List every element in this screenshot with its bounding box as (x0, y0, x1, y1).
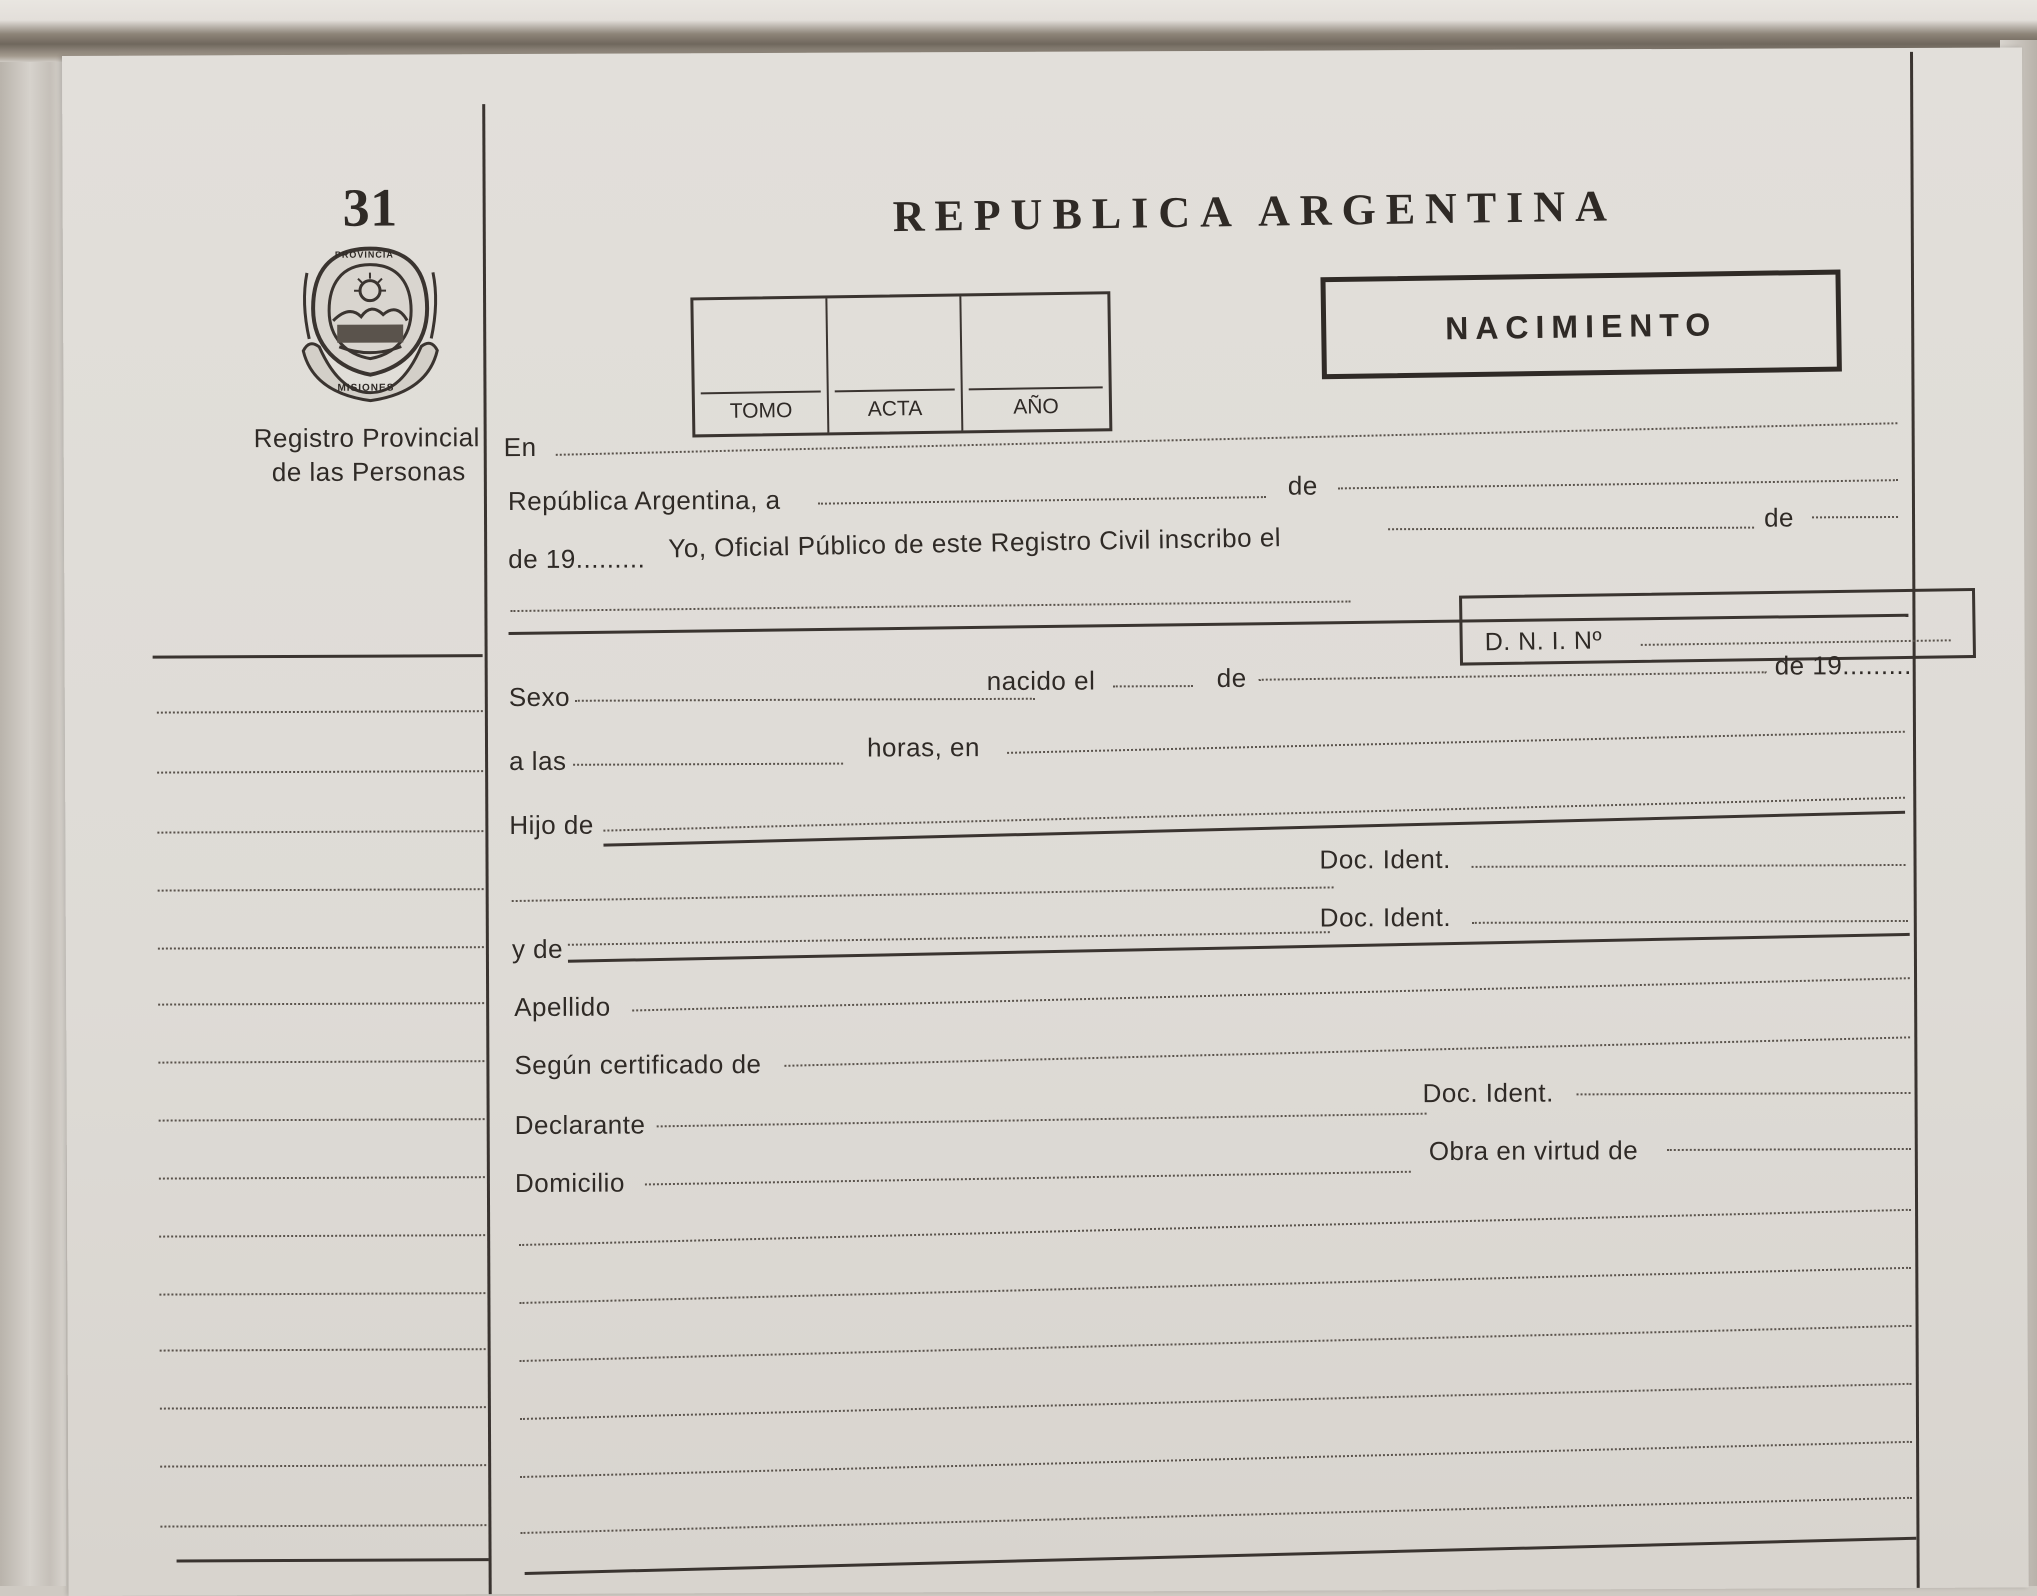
field-line-doc-ident-father (1472, 864, 1906, 868)
notes-line (520, 1325, 1912, 1362)
registry-name-line2: de las Personas (272, 456, 466, 488)
seal-bottom-text: MISIONES (337, 383, 394, 394)
field-label-hijo-de: Hijo de (509, 810, 594, 841)
margin-note-line (160, 1348, 486, 1351)
margin-divider-line (482, 104, 492, 1594)
notes-line (520, 1441, 1912, 1478)
margin-note-line (159, 1292, 485, 1295)
acta-cell (827, 296, 963, 432)
field-line-hour (573, 763, 843, 766)
field-label-horas-en: horas, en (867, 732, 980, 763)
father-underline (603, 811, 1905, 847)
mother-underline (568, 933, 1910, 963)
margin-note-line (158, 1002, 484, 1005)
tomo-cell (693, 298, 829, 434)
field-line-mother (568, 931, 1330, 946)
provincial-coat-of-arms-icon (299, 242, 442, 403)
field-line-inscribe-day (1388, 527, 1754, 531)
margin-note-line (159, 1176, 485, 1179)
field-label-doc-ident-father: Doc. Ident. (1319, 844, 1450, 876)
margin-note-line (158, 888, 484, 891)
margin-note-line (157, 710, 483, 713)
field-label-birth-year: de 19......... (1775, 650, 1912, 682)
field-label-apellido: Apellido (514, 992, 611, 1023)
margin-solid-line (177, 1558, 489, 1562)
record-type-box (1320, 270, 1841, 380)
field-label-nacido-el: nacido el (987, 665, 1096, 696)
record-type-label: NACIMIENTO (1326, 305, 1836, 350)
anio-label: AÑO (963, 394, 1109, 420)
margin-solid-line (153, 654, 483, 658)
field-label-sexo: Sexo (509, 682, 570, 713)
field-label-y-de: y de (512, 934, 563, 965)
margin-note-line (158, 946, 484, 949)
record-reference-box (690, 291, 1112, 437)
field-line-month (1338, 479, 1898, 489)
field-line-birth-day (1113, 685, 1193, 687)
margin-note-line (160, 1524, 486, 1527)
field-line-declarante (657, 1113, 1427, 1128)
dni-label: D. N. I. Nº (1485, 626, 1603, 657)
notes-line (519, 1209, 1911, 1246)
field-line-day (818, 496, 1266, 505)
margin-note-line (160, 1464, 486, 1467)
margin-note-line (157, 770, 483, 773)
field-label-domicilio: Domicilio (515, 1168, 625, 1199)
field-label-segun-certificado: Según certificado de (514, 1049, 761, 1081)
field-label-doc-ident-mother: Doc. Ident. (1320, 902, 1451, 934)
tomo-label: TOMO (695, 398, 827, 424)
field-label-de-inscribe: de (1764, 502, 1794, 533)
birth-certificate-form (62, 47, 2029, 1596)
field-label-de-month: de (1288, 471, 1318, 502)
field-line-sexo (575, 698, 1035, 702)
field-line-apellido (632, 977, 1910, 1011)
seal-top-text: PROVINCIA (335, 250, 394, 260)
margin-note-line (159, 1118, 485, 1121)
field-label-obra-en-virtud: Obra en virtud de (1429, 1135, 1639, 1167)
field-line-birth-place (1007, 731, 1905, 754)
notes-line (520, 1497, 1912, 1534)
page-number: 31 (343, 177, 398, 239)
field-label-declarante: Declarante (515, 1109, 646, 1141)
book-page-edges (0, 62, 66, 1586)
anio-cell (961, 294, 1109, 430)
right-border-line (1910, 52, 1920, 1588)
field-label-de-birth-month: de (1217, 663, 1247, 694)
margin-note-line (160, 1406, 486, 1409)
margin-note-line (157, 830, 483, 833)
acta-label: ACTA (829, 396, 961, 422)
dni-field-line (1641, 639, 1951, 646)
margin-note-line (158, 1060, 484, 1063)
field-label-republica: República Argentina, a (508, 485, 781, 517)
field-label-en: En (504, 432, 537, 463)
field-line-doc-ident-declarante (1577, 1092, 1911, 1095)
field-label-yo-oficial: Yo, Oficial Público de este Registro Civil inscribo el (668, 522, 1281, 564)
field-label-a-las: a las (509, 746, 567, 777)
field-label-de-19: de 19......... (508, 543, 645, 575)
registry-name-line1: Registro Provincial (254, 422, 480, 454)
field-line-obra-en-virtud (1667, 1148, 1911, 1151)
field-line-certificado (784, 1036, 1910, 1066)
margin-note-line (159, 1234, 485, 1237)
notes-line (519, 1267, 1911, 1304)
field-line-birth-month (1259, 671, 1767, 681)
field-line-domicilio (645, 1171, 1411, 1186)
field-line-doc-ident-mother (1472, 920, 1908, 924)
field-line-inscribe-detail (510, 601, 1350, 613)
closing-line (525, 1537, 1917, 1575)
field-line-father-name (512, 886, 1334, 902)
notes-line (520, 1383, 1912, 1420)
page-title: REPUBLICA ARGENTINA (892, 180, 1617, 242)
field-label-doc-ident-declarante: Doc. Ident. (1422, 1078, 1553, 1110)
field-line-inscribe-month (1812, 516, 1898, 518)
